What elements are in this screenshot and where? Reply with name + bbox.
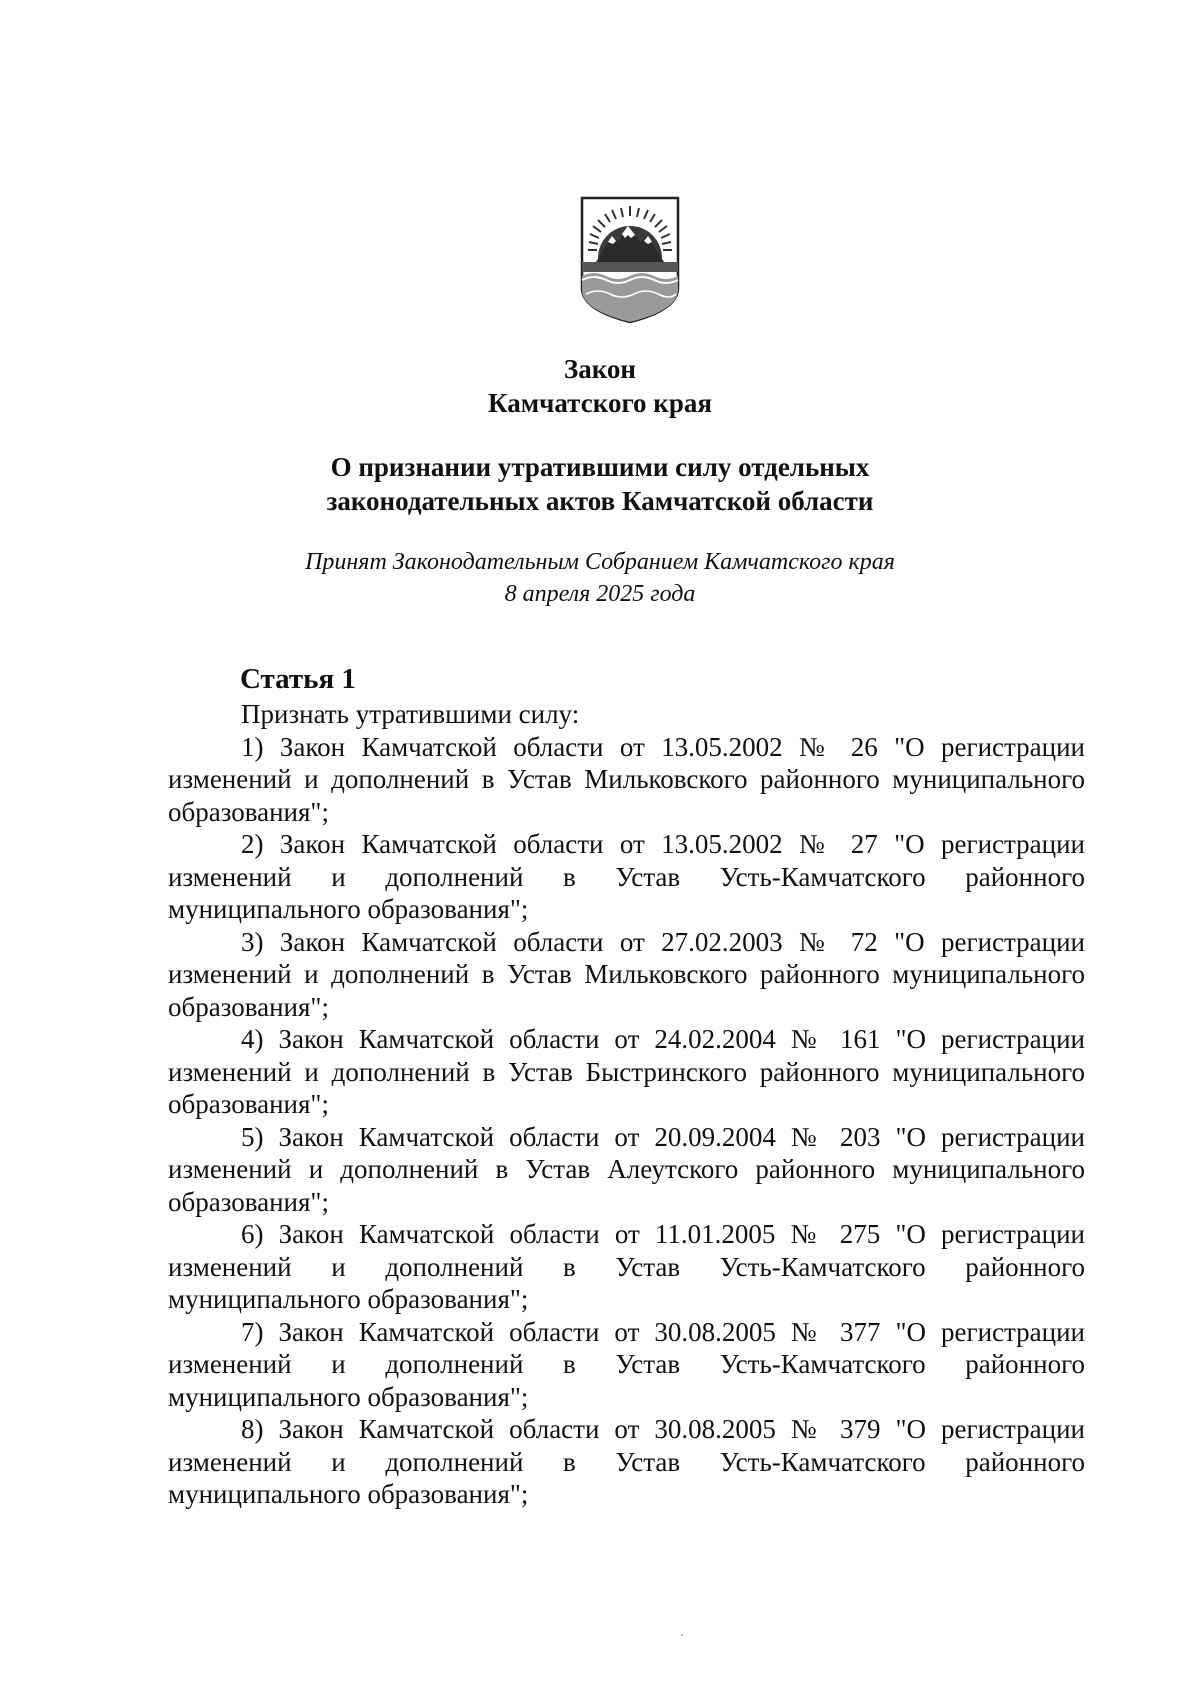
adoption-body: Принят Законодательным Собранием Камчатского края (305, 549, 895, 575)
list-item: 1) Закон Камчатской области от 13.05.2002 № 26 "О регистрации изменений и дополнений в Устав Мильковского районного муниципального образования"; (168, 731, 1085, 827)
adoption-note (0, 546, 1200, 610)
law-title (0, 352, 1200, 420)
list-item: 4) Закон Камчатской области от 24.02.2004 № 161 "О регистрации изменений и дополнений в Устав Быстринского районного муниципального образования"; (168, 1024, 1085, 1119)
law-subject (0, 450, 1200, 518)
law-label: Закон (563, 354, 636, 384)
article-heading: Статья 1 (240, 663, 356, 695)
list-item: 6) Закон Камчатской области от 11.01.2005 № 275 "О регистрации изменений и дополнений в Устав Усть-Камчатского районного муниципального образования"; (168, 1219, 1085, 1314)
article-intro: Признать утратившими силу: (241, 699, 580, 729)
law-region: Камчатского края (488, 388, 712, 418)
article-body (168, 698, 1085, 1511)
list-item: 2) Закон Камчатской области от 13.05.2002 № 27 "О регистрации изменений и дополнений в Устав Усть-Камчатского районного муниципального образования"; (168, 829, 1085, 924)
list-item: 3) Закон Камчатской области от 27.02.2003 № 72 "О регистрации изменений и дополнений в Устав Мильковского районного муниципального образования"; (168, 926, 1085, 1022)
list-item: 7) Закон Камчатской области от 30.08.2005 № 377 "О регистрации изменений и дополнений в Устав Усть-Камчатского районного муниципального образования"; (168, 1316, 1085, 1412)
law-subject-line-2: законодательных актов Камчатской области (326, 486, 874, 516)
kamchatka-coat-of-arms-icon (578, 196, 682, 324)
list-item: 5) Закон Камчатской области от 20.09.2004 № 203 "О регистрации изменений и дополнений в Устав Алеутского районного муниципального образования"; (168, 1121, 1085, 1217)
scan-speck (681, 1634, 683, 1636)
adoption-date: 8 апреля 2025 года (504, 581, 696, 607)
repealed-laws-list (168, 731, 1085, 1511)
law-subject-line-1: О признании утратившими силу отдельных (330, 452, 870, 482)
list-item: 8) Закон Камчатской области от 30.08.2005 № 379 "О регистрации изменений и дополнений в Устав Усть-Камчатского районного муниципального образования"; (168, 1414, 1085, 1509)
